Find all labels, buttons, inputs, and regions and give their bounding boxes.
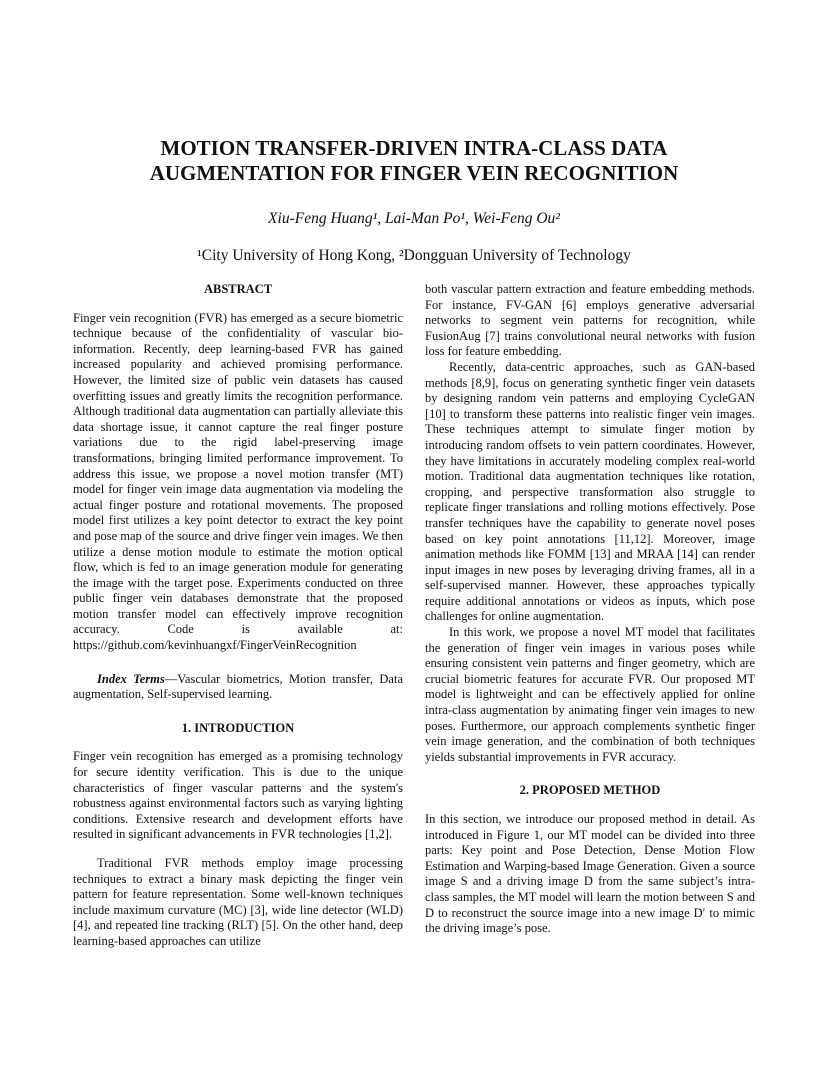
proposed-method-heading: 2. PROPOSED METHOD: [519, 783, 661, 798]
title-line-1: MOTION TRANSFER-DRIVEN INTRA-CLASS DATA: [160, 136, 668, 160]
authors: Xiu-Feng Huang¹, Lai-Man Po¹, Wei-Feng Ou²: [268, 210, 560, 227]
body-paragraph: In this work, we propose a novel MT model that facilitates the generation of finger vein images in various poses while ensuring consistent vein patterns and finger geometry, which are crucial biometric features for accurate FVR. Our proposed MT model is lightweight and can be effectively applied for online intra-class augmentation by animating finger vein images to new poses. Furthermore, our approach complements synthetic finger vein image generation, and the combination of both techniques yields substantial improvements in FVR accuracy.: [425, 625, 755, 764]
right-column: [425, 282, 755, 937]
body-paragraph: Recently, data-centric approaches, such as GAN-based methods [8,9], focus on generating synthetic finger vein datasets by designing random vein patterns and employing CycleGAN [10] to transform these patterns into realistic finger vein images. These techniques attempt to simulate finger motion by introducing random offsets to vein pattern coordinates. However, they have limitations in accurately modeling complex real-world motion. Traditional data augmentation techniques like rotation, cropping, and perspective transformation also struggle to replicate finger translations and rolling motions effectively. Pose transfer techniques have the capability to generate novel poses based on key point annotations [11,12]. Moreover, image animation methods like FOMM [13] and MRAA [14] can render input images in new poses by leveraging driving frames, all in a self-supervised manner. However, these approaches typically require additional annotations or videos as inputs, which pose challenges for online augmentation.: [425, 359, 755, 624]
body-paragraph: both vascular pattern extraction and feature embedding methods. For instance, FV-GAN [6] employs generative adversarial networks to segment vein patterns for recognition, while FusionAug [7] trains convolutional neural networks with fusion loss for feature embedding.: [425, 282, 755, 359]
left-column: [73, 282, 403, 950]
paper-title: [90, 136, 738, 186]
affiliations: ¹City University of Hong Kong, ²Dongguan University of Technology: [197, 247, 631, 264]
intro-paragraph: Finger vein recognition has emerged as a promising technology for secure identity verification. This is due to the unique characteristics of finger vascular patterns and the system's robustness against environmental factors such as varying lighting conditions. Extensive research and development efforts have resulted in significant advancements in FVR technologies [1,2].: [73, 749, 403, 842]
abstract-text: Finger vein recognition (FVR) has emerged as a secure biometric technique because of the confidentiality of vascular bio-information. Recently, deep learning-based FVR has gained increased popularity and achieved promising performance. However, the limited size of public vein datasets has caused overfitting issues and greatly limits the recognition performance. Although traditional data augmentation can partially alleviate this data shortage issue, it cannot capture the real finger posture variations due to the rigid label-preserving image transformations, bringing limited performance improvement. To address this issue, we propose a novel motion transfer (MT) model for finger vein image data augmentation via modeling the actual finger posture and rotational movements. The proposed model first utilizes a key point detector to extract the key point and pose map of the source and drive finger vein images. We then utilize a dense motion module to estimate the motion optical flow, which is fed to an image generation module for generating the image with the target pose. Experiments conducted on three public finger vein databases demonstrate that the proposed motion transfer model can effectively improve recognition accuracy. Code is available at: https://github.com/kevinhuangxf/FingerVeinRecognition: [73, 310, 403, 653]
method-paragraph: In this section, we introduce our proposed method in detail. As introduced in Figure 1, our MT model can be divided into three parts: Key point and Pose Detection, Dense Motion Flow Estimation and Warping-based Image Generation. Given a source image S and a driving image D from the same subject’s intra-class samples, the MT model will learn the motion between S and D to reconstruct the source image into a new image D′ to mimic the driving image’s pose.: [425, 812, 755, 936]
index-terms: [73, 672, 403, 703]
introduction-heading: 1. INTRODUCTION: [181, 720, 295, 735]
title-line-2: AUGMENTATION FOR FINGER VEIN RECOGNITION: [149, 161, 679, 185]
abstract-heading: ABSTRACT: [203, 282, 273, 296]
index-terms-text: —Vascular biometrics, Motion transfer, Data augmentation, Self-supervised learning.: [73, 671, 403, 702]
intro-paragraph: Traditional FVR methods employ image processing techniques to extract a binary mask depicting the finger vein pattern for feature representation. Some well-known techniques include maximum curvature (MC) [3], wide line detector (WLD) [4], and repeated line tracking (RLT) [5]. On the other hand, deep learning-based approaches can utilize: [73, 856, 403, 948]
index-terms-label: Index Terms: [97, 671, 165, 686]
